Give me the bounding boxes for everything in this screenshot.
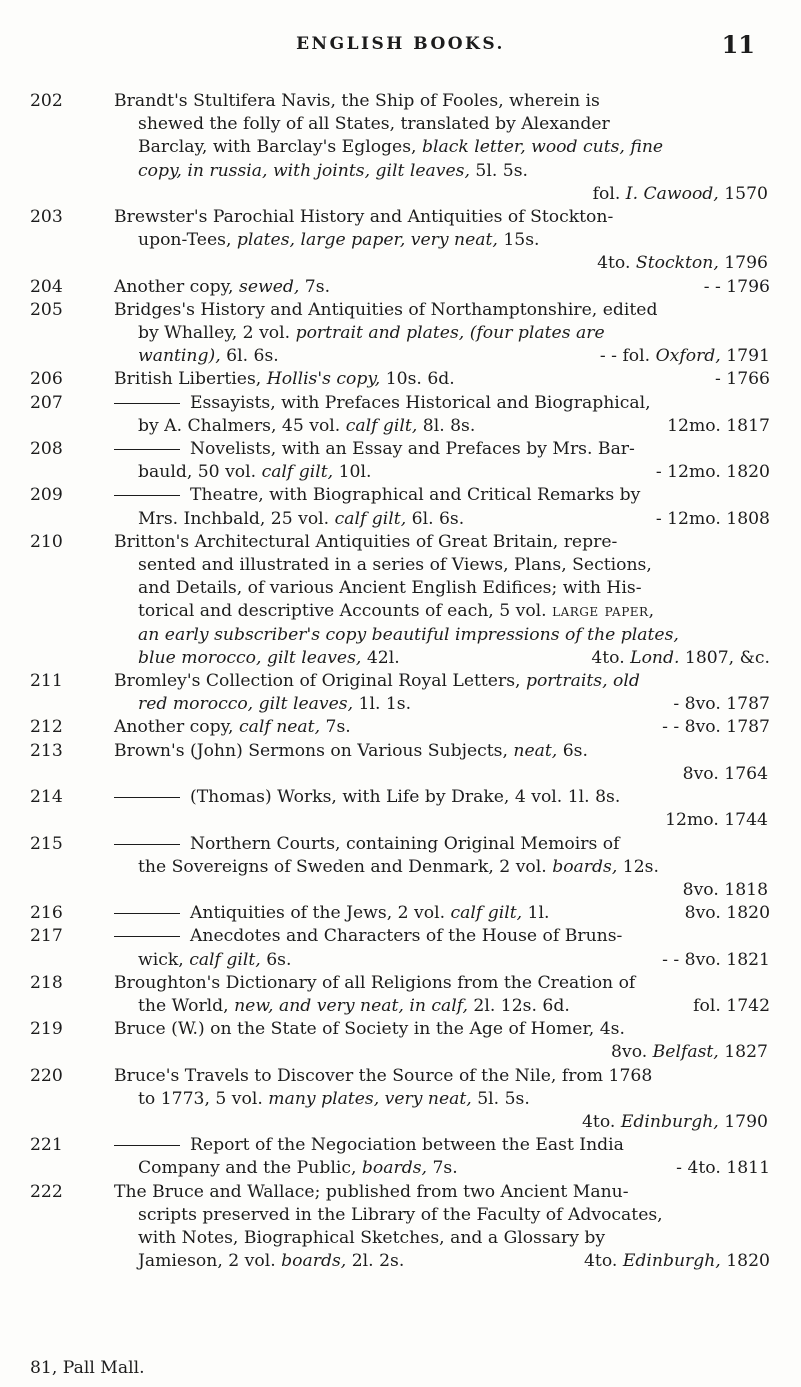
entry-number: 214 <box>30 787 63 808</box>
entry-imprint: 12mo. 1744 <box>665 810 768 831</box>
ditto-rule <box>114 449 180 450</box>
entry-line: Another copy, calf neat, 7s. - - 8vo. 1787 <box>114 717 770 738</box>
ditto-rule <box>114 936 180 937</box>
entry-line: Bruce's Travels to Discover the Source of the Nile, from 1768 <box>114 1065 653 1086</box>
entry-imprint: fol. I. Cawood, 1570 <box>592 183 768 204</box>
entry-line: Bromley's Collection of Original Royal Letters, portraits, old <box>114 671 640 692</box>
entry-line: blue morocco, gilt leaves, 42l. 4to. Lond. 1807, &c. <box>138 647 770 668</box>
entry-line: torical and descriptive Accounts of each, 5 vol. large paper, <box>138 601 655 622</box>
publisher-address: 81, Pall Mall. <box>30 1358 145 1378</box>
catalogue-entry <box>30 484 770 530</box>
catalogue-entry <box>30 670 770 716</box>
running-head <box>0 30 801 64</box>
entry-line: scripts preserved in the Library of the Faculty of Advocates, <box>138 1204 663 1225</box>
entry-number: 213 <box>30 740 63 761</box>
entry-number: 209 <box>30 485 63 506</box>
entry-imprint: 4to. Stockton, 1796 <box>597 253 768 274</box>
entry-line: the World, new, and very neat, in calf, 2l. 12s. 6d. fol. 1742 <box>138 995 770 1016</box>
entry-line: Brandt's Stultifera Navis, the Ship of Fooles, wherein is <box>114 91 600 111</box>
page-title: ENGLISH BOOKS. <box>296 34 505 54</box>
entry-line: wanting), 6l. 6s. - - fol. Oxford, 1791 <box>138 346 770 367</box>
page-number: 11 <box>721 30 755 59</box>
entry-line: The Bruce and Wallace; published from two Ancient Manu- <box>114 1181 629 1202</box>
catalogue-entry <box>30 902 770 925</box>
entry-number: 219 <box>30 1019 63 1040</box>
entry-line: Broughton's Dictionary of all Religions from the Creation of <box>114 972 636 993</box>
entry-number: 203 <box>30 207 63 228</box>
ditto-rule <box>114 844 180 845</box>
catalogue-entry <box>30 925 770 971</box>
entry-line: Report of the Negociation between the East India <box>114 1134 770 1157</box>
entry-line: (Thomas) Works, with Life by Drake, 4 vol. 1l. 8s. <box>114 786 770 809</box>
entry-number: 215 <box>30 833 63 854</box>
entry-number: 205 <box>30 299 63 320</box>
catalogue-entry <box>30 1018 770 1064</box>
catalogue-entry <box>30 392 770 438</box>
entry-number: 207 <box>30 392 63 413</box>
entry-line: the Sovereigns of Sweden and Denmark, 2 vol. boards, 12s. <box>138 856 659 877</box>
entry-line: Barclay, with Barclay's Egloges, black letter, wood cuts, fine <box>138 137 664 158</box>
entry-line: by A. Chalmers, 45 vol. calf gilt, 8l. 8s. 12mo. 1817 <box>138 415 770 436</box>
catalogue-entry <box>30 1065 770 1135</box>
entry-number: 206 <box>30 369 63 390</box>
entry-line: Britton's Architectural Antiquities of Great Britain, repre- <box>114 531 618 552</box>
entry-line: to 1773, 5 vol. many plates, very neat, 5l. 5s. <box>138 1088 530 1109</box>
catalogue-entry <box>30 1181 770 1274</box>
entry-line: an early subscriber's copy beautiful impressions of the plates, <box>138 624 679 645</box>
ditto-rule <box>114 495 180 496</box>
entry-number: 208 <box>30 439 63 460</box>
catalogue-entry <box>30 531 770 670</box>
catalogue-entry <box>30 90 770 206</box>
catalogue-entries <box>30 90 770 1273</box>
entry-line: Theatre, with Biographical and Critical Remarks by <box>114 484 770 507</box>
catalogue-entry <box>30 368 770 391</box>
ditto-rule <box>114 403 180 404</box>
entry-number: 211 <box>30 671 63 692</box>
entry-line: Brewster's Parochial History and Antiquities of Stockton- <box>114 207 614 228</box>
entry-line: sented and illustrated in a series of Views, Plans, Sections, <box>138 555 652 576</box>
entry-line: Anecdotes and Characters of the House of Bruns- <box>114 925 770 948</box>
entry-line: Mrs. Inchbald, 25 vol. calf gilt, 6l. 6s. - 12mo. 1808 <box>138 508 770 529</box>
entry-line: by Whalley, 2 vol. portrait and plates, (four plates are <box>138 323 605 344</box>
catalogue-entry <box>30 299 770 369</box>
ditto-rule <box>114 1145 180 1146</box>
catalogue-entry <box>30 786 770 832</box>
entry-line: Antiquities of the Jews, 2 vol. calf gilt, 1l. 8vo. 1820 <box>114 902 770 925</box>
entry-line: Bridges's History and Antiquities of Northamptonshire, edited <box>114 299 658 320</box>
entry-line: Novelists, with an Essay and Prefaces by Mrs. Bar- <box>114 438 770 461</box>
entry-imprint: 4to. Edinburgh, 1790 <box>582 1111 768 1132</box>
entry-number: 221 <box>30 1135 63 1156</box>
ditto-rule <box>114 913 180 914</box>
entry-number: 212 <box>30 717 63 738</box>
entry-number: 218 <box>30 972 63 993</box>
entry-line: Bruce (W.) on the State of Society in the Age of Homer, 4s. <box>114 1019 625 1040</box>
entry-line: red morocco, gilt leaves, 1l. 1s. - 8vo. 1787 <box>138 694 770 715</box>
catalogue-entry <box>30 972 770 1018</box>
catalogue-entry <box>30 438 770 484</box>
entry-number: 216 <box>30 903 63 924</box>
entry-line: Northern Courts, containing Original Memoirs of <box>114 833 770 856</box>
catalogue-entry <box>30 740 770 786</box>
entry-number: 222 <box>30 1181 63 1202</box>
entry-line: with Notes, Biographical Sketches, and a Glossary by <box>138 1227 606 1248</box>
catalogue-entry <box>30 716 770 739</box>
entry-imprint: 8vo. Belfast, 1827 <box>611 1042 768 1063</box>
entry-line: bauld, 50 vol. calf gilt, 10l. - 12mo. 1820 <box>138 462 770 483</box>
entry-number: 210 <box>30 531 63 552</box>
entry-imprint: 8vo. 1818 <box>682 879 768 900</box>
entry-number: 202 <box>30 91 63 111</box>
entry-line: and Details, of various Ancient English Edifices; with His- <box>138 578 642 599</box>
entry-line: Jamieson, 2 vol. boards, 2l. 2s. 4to. Edinburgh, 1820 <box>138 1251 770 1272</box>
entry-line: Company and the Public, boards, 7s. - 4to. 1811 <box>138 1158 770 1179</box>
entry-line: upon-Tees, plates, large paper, very neat, 15s. <box>138 230 540 251</box>
catalogue-entry <box>30 206 770 276</box>
catalogue-entry <box>30 833 770 903</box>
entry-line: Brown's (John) Sermons on Various Subjects, neat, 6s. <box>114 740 588 761</box>
entry-line: Essayists, with Prefaces Historical and Biographical, <box>114 392 770 415</box>
catalogue-entry <box>30 276 770 299</box>
entry-number: 217 <box>30 926 63 947</box>
entry-line: copy, in russia, with joints, gilt leaves, 5l. 5s. <box>138 160 528 181</box>
entry-line: Another copy, sewed, 7s. - - 1796 <box>114 276 770 297</box>
entry-number: 220 <box>30 1065 63 1086</box>
entry-line: shewed the folly of all States, translated by Alexander <box>138 114 610 135</box>
entry-line: wick, calf gilt, 6s. - - 8vo. 1821 <box>138 949 770 970</box>
catalogue-entry <box>30 1134 770 1180</box>
entry-number: 204 <box>30 276 63 297</box>
entry-line: British Liberties, Hollis's copy, 10s. 6d. - 1766 <box>114 369 770 390</box>
ditto-rule <box>114 797 180 798</box>
entry-imprint: 8vo. 1764 <box>682 763 768 784</box>
